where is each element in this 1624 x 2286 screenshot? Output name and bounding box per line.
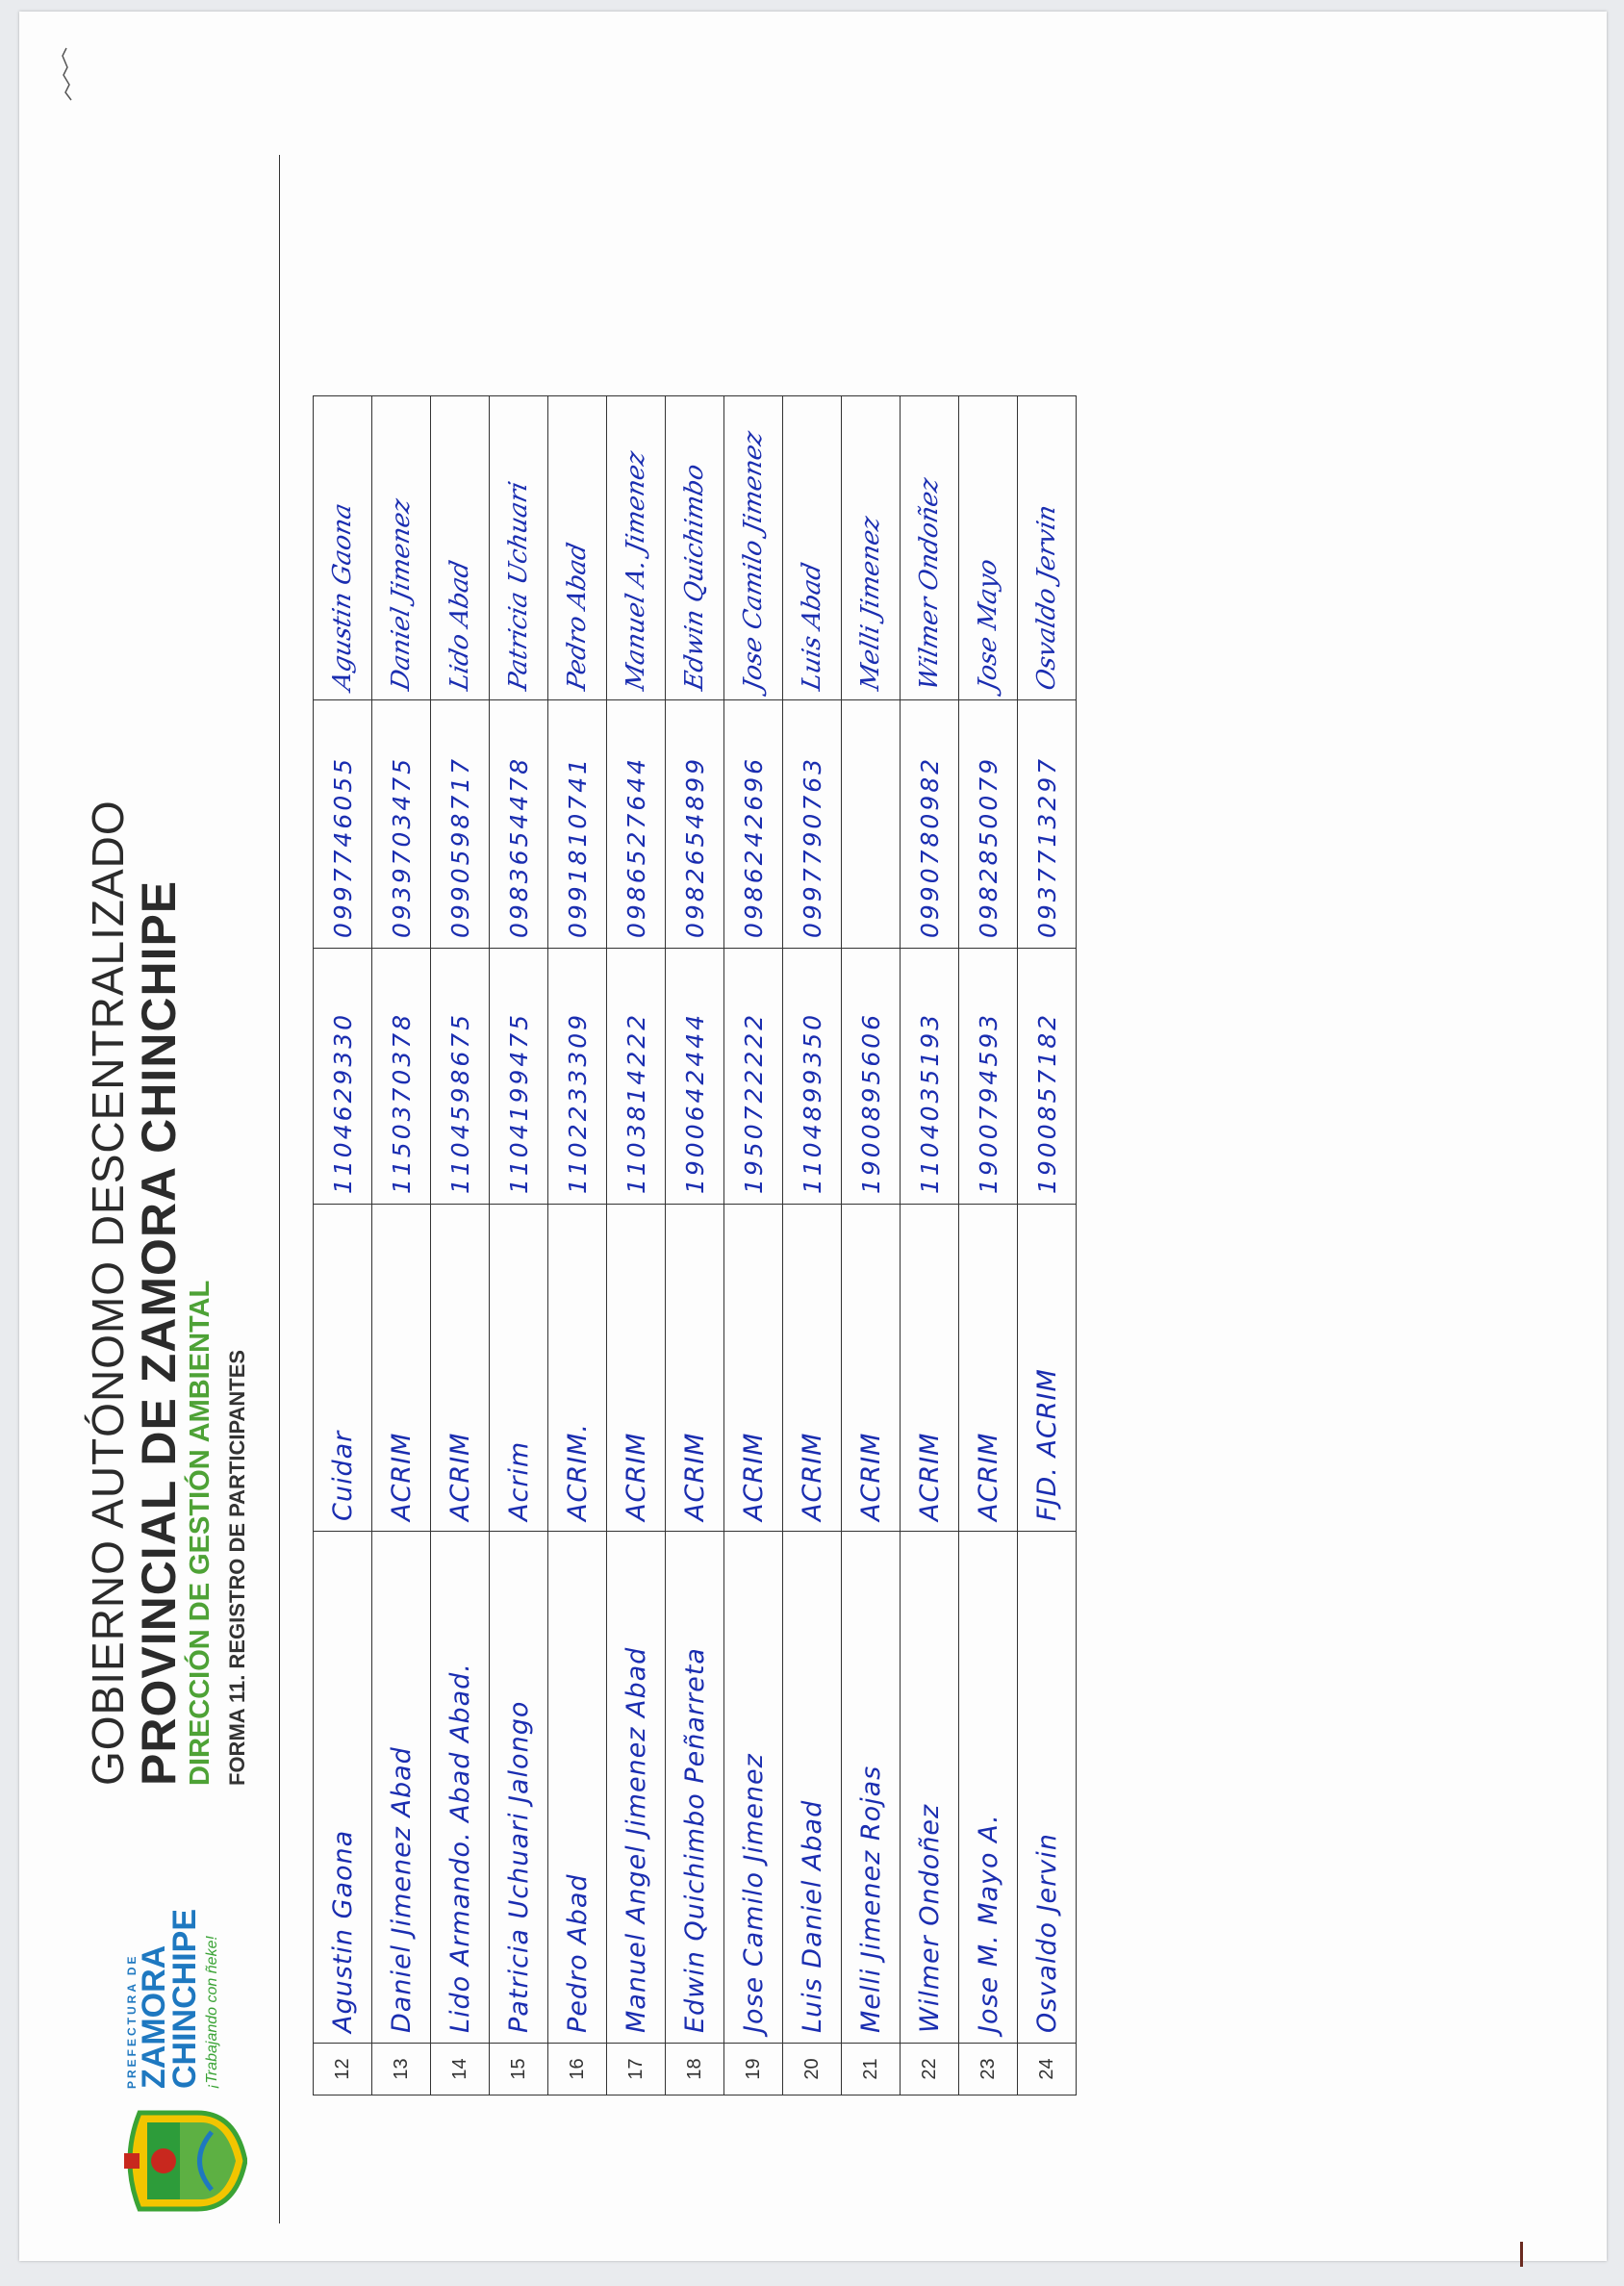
participant-name: Patricia Uchuari Jalongo — [503, 1700, 534, 2033]
participant-signature-cell — [666, 396, 724, 700]
table-row — [548, 396, 607, 2096]
participant-organization: ACRIM — [621, 1432, 651, 1521]
participant-name: Agustin Gaona — [327, 1829, 358, 2033]
row-number-cell: 17 — [607, 2044, 666, 2096]
org-line: GOBIERNO AUTÓNOMO DESCENTRALIZADO — [83, 800, 133, 1786]
participant-id-number-cell — [783, 949, 842, 1205]
participant-signature: Pedro Abad — [563, 540, 592, 694]
participant-organization: ACRIM — [914, 1432, 945, 1521]
participant-signature-cell — [431, 396, 490, 700]
table-row — [783, 396, 842, 2096]
participant-phone-cell — [314, 700, 372, 949]
participant-phone: 0990780982 — [915, 755, 944, 938]
table-row — [314, 396, 372, 2096]
row-number-cell: 14 — [431, 2044, 490, 2096]
participant-signature: Osvaldo Jervin — [1032, 502, 1061, 694]
prefectura-emblem-icon — [120, 2103, 247, 2219]
participant-organization: Cuidar — [327, 1430, 358, 1521]
participant-phone-cell — [666, 700, 724, 949]
participant-id-number-cell — [548, 949, 607, 1205]
participant-id-number-cell — [901, 949, 959, 1205]
participant-name-cell — [431, 1532, 490, 2044]
participant-phone-cell — [372, 700, 431, 949]
participant-name: Melli Jimenez Rojas — [855, 1765, 886, 2033]
participants-table — [313, 395, 1077, 2096]
participant-signature-cell — [607, 396, 666, 700]
participant-signature: Lido Abad — [445, 558, 474, 694]
participant-phone: 0982850079 — [974, 755, 1002, 938]
participant-phone: 0990598717 — [445, 755, 474, 938]
participant-name-cell — [548, 1532, 607, 2044]
participant-id-number-cell — [1018, 949, 1077, 1205]
participant-id-number-cell — [666, 949, 724, 1205]
participant-organization: ACRIM — [386, 1432, 417, 1521]
participant-name-cell — [314, 1532, 372, 2044]
participant-name-cell — [842, 1532, 901, 2044]
participant-id-number-cell — [314, 949, 372, 1205]
participant-name: Daniel Jimenez Abad — [386, 1746, 417, 2033]
table-row — [431, 396, 490, 2096]
header-rule — [279, 155, 280, 2223]
participant-organization: ACRIM. — [562, 1423, 593, 1521]
participant-id-number: 1104598675 — [445, 1011, 474, 1194]
participant-phone: 0983654478 — [504, 755, 533, 938]
participant-organization-cell — [607, 1205, 666, 1532]
participant-organization: ACRIM — [797, 1432, 827, 1521]
participant-organization: ACRIM — [738, 1432, 769, 1521]
participant-organization-cell — [901, 1205, 959, 1532]
participant-signature-cell — [490, 396, 548, 700]
participant-organization-cell — [490, 1205, 548, 1532]
participant-phone-cell — [548, 700, 607, 949]
participant-phone: 0937713297 — [1032, 755, 1061, 938]
participant-id-number: 1900895606 — [856, 1011, 885, 1194]
participant-name: Edwin Quichimbo Peñarreta — [679, 1647, 710, 2033]
participant-phone-cell — [901, 700, 959, 949]
participant-signature: Wilmer Ondoñez — [915, 474, 944, 694]
participant-organization-cell — [959, 1205, 1018, 1532]
participant-phone-cell — [607, 700, 666, 949]
participant-name: Manuel Angel Jimenez Abad — [621, 1646, 651, 2033]
participant-name-cell — [901, 1532, 959, 2044]
participant-id-number: 1104199475 — [504, 1011, 533, 1194]
participant-organization-cell — [1018, 1205, 1077, 1532]
participant-organization-cell — [372, 1205, 431, 1532]
table-row — [959, 396, 1018, 2096]
prefectura-logo-text — [125, 1791, 221, 2089]
participant-signature: Manuel A. Jimenez — [622, 448, 650, 694]
participant-signature: Melli Jimenez — [856, 513, 885, 694]
participant-name-cell — [490, 1532, 548, 2044]
province-line: PROVINCIAL DE ZAMORA CHINCHIPE — [132, 879, 186, 1786]
participant-organization: ACRIM — [855, 1432, 886, 1521]
participant-name: Wilmer Ondoñez — [914, 1803, 945, 2033]
participant-name-cell — [783, 1532, 842, 2044]
participant-phone: 0997746055 — [328, 755, 357, 938]
participant-signature-cell — [901, 396, 959, 700]
participant-signature: Luis Abad — [798, 560, 826, 694]
table-row — [1018, 396, 1077, 2096]
participant-organization-cell — [666, 1205, 724, 1532]
scanned-page — [19, 12, 1607, 2261]
participant-phone-cell — [431, 700, 490, 949]
participant-signature: Jose Camilo Jimenez — [739, 428, 768, 694]
participant-id-number-cell — [607, 949, 666, 1205]
participant-id-number-cell — [490, 949, 548, 1205]
participant-name-cell — [959, 1532, 1018, 2044]
department-line: DIRECCIÓN DE GESTIÓN AMBIENTAL — [185, 1280, 216, 1786]
participant-phone-cell — [490, 700, 548, 949]
participant-organization: ACRIM — [679, 1432, 710, 1521]
row-number-cell: 15 — [490, 2044, 548, 2096]
participant-name-cell — [607, 1532, 666, 2044]
row-number-cell: 18 — [666, 2044, 724, 2096]
logo-slogan: ¡Trabajando con ñeke! — [204, 1936, 220, 2089]
table-row — [607, 396, 666, 2096]
participant-signature: Agustin Gaona — [328, 500, 357, 694]
participant-organization: ACRIM — [973, 1432, 1003, 1521]
participant-phone-cell — [783, 700, 842, 949]
participant-name-cell — [372, 1532, 431, 2044]
participant-organization-cell — [724, 1205, 783, 1532]
participant-name-cell — [724, 1532, 783, 2044]
table-row — [372, 396, 431, 2096]
participant-signature-cell — [842, 396, 901, 700]
participant-id-number: 1900857182 — [1032, 1011, 1061, 1194]
table-row — [724, 396, 783, 2096]
participant-organization-cell — [431, 1205, 490, 1532]
participant-name: Osvaldo Jervin — [1031, 1833, 1062, 2033]
participant-signature-cell — [959, 396, 1018, 700]
participant-phone: 0939703475 — [387, 755, 416, 938]
participant-phone-cell — [724, 700, 783, 949]
participant-id-number: 1900642444 — [680, 1011, 709, 1194]
participant-signature-cell — [724, 396, 783, 700]
participant-organization-cell — [548, 1205, 607, 1532]
participant-phone-cell — [1018, 700, 1077, 949]
table-row — [490, 396, 548, 2096]
participant-id-number: 1950722222 — [739, 1011, 768, 1194]
participant-id-number-cell — [959, 949, 1018, 1205]
participant-signature-cell — [314, 396, 372, 700]
participant-phone: 0997790763 — [798, 755, 826, 938]
row-number-cell: 22 — [901, 2044, 959, 2096]
participant-phone: 0982654899 — [680, 755, 709, 938]
participant-id-number: 1103814222 — [622, 1011, 650, 1194]
participant-organization: Acrim — [503, 1440, 534, 1521]
participant-signature-cell — [372, 396, 431, 700]
participant-signature: Jose Mayo — [974, 556, 1002, 694]
participant-signature: Daniel Jimenez — [387, 495, 416, 694]
participant-signature-cell — [548, 396, 607, 700]
participant-phone-cell — [959, 700, 1018, 949]
participant-id-number: 1104899350 — [798, 1011, 826, 1194]
participant-signature-cell — [1018, 396, 1077, 700]
table-row — [666, 396, 724, 2096]
row-number-cell: 20 — [783, 2044, 842, 2096]
form-title: FORMA 11. REGISTRO DE PARTICIPANTES — [225, 1349, 249, 1786]
participant-organization-cell — [783, 1205, 842, 1532]
participant-phone: 0986527644 — [622, 755, 650, 938]
participant-organization: ACRIM — [444, 1432, 475, 1521]
table-row — [901, 396, 959, 2096]
participant-phone-cell — [842, 700, 901, 949]
row-number-cell: 19 — [724, 2044, 783, 2096]
participant-phone: 0986242696 — [739, 755, 768, 938]
participant-signature: Edwin Quichimbo — [680, 461, 709, 694]
row-number-cell: 13 — [372, 2044, 431, 2096]
participant-organization-cell — [842, 1205, 901, 1532]
participant-name: Jose Camilo Jimenez — [738, 1753, 769, 2033]
row-number-cell: 23 — [959, 2044, 1018, 2096]
participant-name: Luis Daniel Abad — [797, 1799, 827, 2033]
row-number-cell: 24 — [1018, 2044, 1077, 2096]
logo-name-line2: CHINCHIPE — [166, 1908, 203, 2089]
row-number-cell: 16 — [548, 2044, 607, 2096]
logo-prefix: PREFECTURA DE — [125, 1953, 139, 2089]
row-number-cell: 21 — [842, 2044, 901, 2096]
participant-organization-cell — [314, 1205, 372, 1532]
form-header — [29, 64, 289, 2228]
participant-organization: FJD. ACRIM — [1031, 1368, 1062, 1521]
participant-name: Lido Armando. Abad Abad. — [444, 1663, 475, 2033]
participant-id-number-cell — [842, 949, 901, 1205]
participant-id-number: 1150370378 — [387, 1011, 416, 1194]
participant-signature-cell — [783, 396, 842, 700]
participant-id-number: 1102233309 — [563, 1011, 592, 1194]
header-titles — [82, 439, 255, 1786]
participant-name: Pedro Abad — [562, 1873, 593, 2033]
participant-name-cell — [1018, 1532, 1077, 2044]
participant-name-cell — [666, 1532, 724, 2044]
participant-id-number: 1900794593 — [974, 1011, 1002, 1194]
participant-id-number-cell — [431, 949, 490, 1205]
table-row — [842, 396, 901, 2096]
logo-name-line1: ZAMORA — [136, 1944, 172, 2089]
participant-phone: 0991810741 — [563, 755, 592, 938]
participant-id-number: 1104035193 — [915, 1011, 944, 1194]
participants-table-body — [314, 396, 1077, 2096]
participant-name: Jose M. Mayo A. — [973, 1814, 1003, 2033]
participant-id-number-cell — [724, 949, 783, 1205]
participant-signature: Patricia Uchuari — [504, 478, 533, 694]
scan-dash — [1520, 2242, 1523, 2267]
participant-id-number: 1104629330 — [328, 1011, 357, 1194]
rotated-form-sheet — [19, 12, 1624, 2286]
participant-id-number-cell — [372, 949, 431, 1205]
row-number-cell: 12 — [314, 2044, 372, 2096]
